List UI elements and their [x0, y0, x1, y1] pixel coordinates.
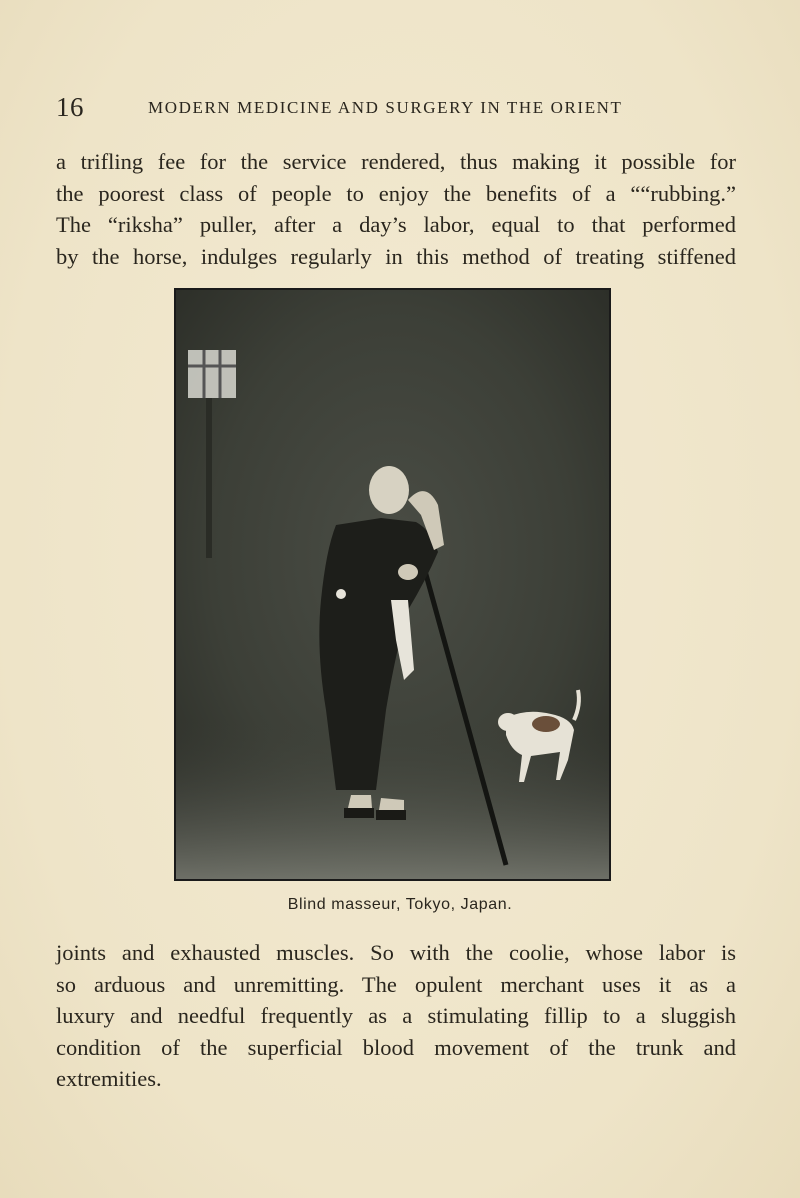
text-line: a trifling fee for the service rendered, thus making it possible for — [56, 149, 736, 174]
text-line: joints and exhausted muscles. So with the coolie, whose labor is — [56, 940, 736, 965]
text-line: the poorest class of people to enjoy the benefits of a ““rubbing.” — [56, 180, 736, 206]
paragraph-bottom — [56, 937, 736, 1095]
text-line: condition of the superficial blood movement of the trunk and — [56, 1034, 736, 1060]
blind-masseur-photo — [176, 290, 609, 879]
text-line: so arduous and unremitting. The opulent merchant uses it as a — [56, 971, 736, 997]
text-line: The “riksha” puller, after a day’s labor, equal to that performed — [56, 212, 736, 237]
text-line: extremities. — [56, 1066, 162, 1091]
photo-plate — [174, 288, 611, 881]
text-line: luxury and needful frequently as a stimulating fillip to a sluggish — [56, 1003, 736, 1028]
page-header — [56, 92, 756, 126]
paragraph-top — [56, 146, 736, 272]
figure-caption: Blind masseur, Tokyo, Japan. — [287, 896, 513, 913]
page-number: 16 — [56, 92, 84, 122]
running-head: MODERN MEDICINE AND SURGERY IN THE ORIENT — [148, 98, 623, 117]
text-line: by the horse, indulges regularly in this method of treating stiffened — [56, 243, 736, 269]
